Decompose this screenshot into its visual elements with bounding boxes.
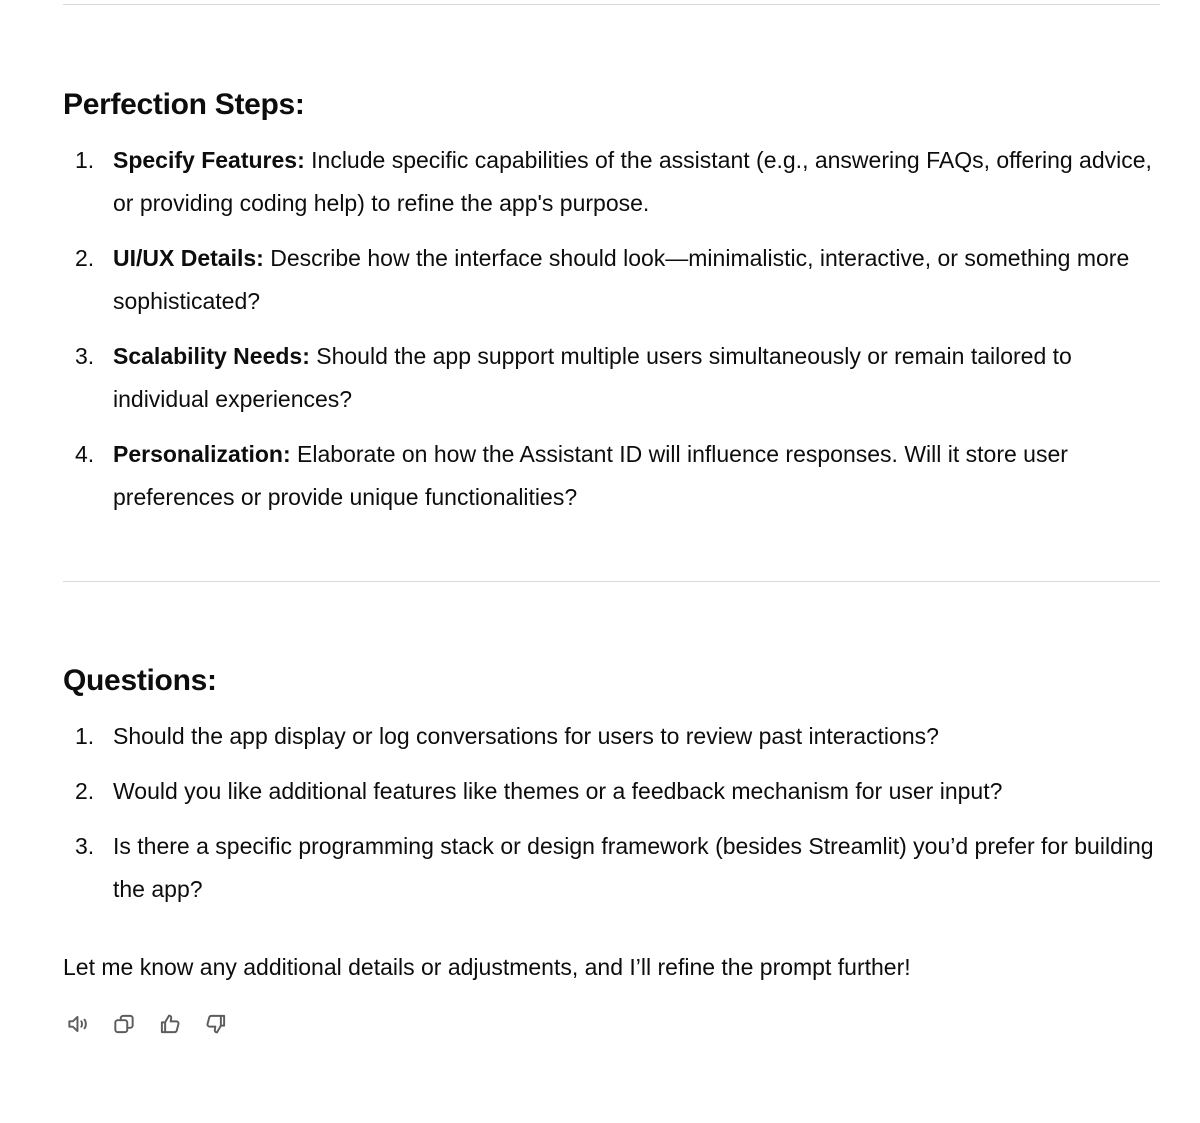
- questions-list: [63, 715, 1160, 911]
- item-heading: Scalability Needs:: [113, 343, 310, 369]
- divider-top: [63, 4, 1160, 5]
- assistant-message: [63, 0, 1160, 1037]
- item-text: Describe how the interface should look—minimalistic, interactive, or something more sophisticated?: [113, 245, 1130, 314]
- list-item: [63, 433, 1160, 519]
- good-response-button[interactable]: [157, 1011, 183, 1037]
- list-item: [63, 715, 1160, 758]
- speaker-icon: [65, 1011, 91, 1037]
- item-heading: Personalization:: [113, 441, 291, 467]
- list-number: 2.: [75, 778, 95, 804]
- item-heading: Specify Features:: [113, 147, 305, 173]
- item-text: Include specific capabilities of the assistant (e.g., answering FAQs, offering advice, or providing coding help) to refine the app's purpose.: [113, 147, 1152, 216]
- list-number: 3.: [75, 833, 95, 859]
- message-actions: [65, 1011, 1160, 1037]
- list-number: 3.: [75, 343, 95, 369]
- bad-response-button[interactable]: [203, 1011, 229, 1037]
- copy-button[interactable]: [111, 1011, 137, 1037]
- list-number: 2.: [75, 245, 95, 271]
- item-text: Elaborate on how the Assistant ID will influence responses. Will it store user preferences or provide unique functionalities?: [113, 441, 1068, 510]
- item-heading: UI/UX Details:: [113, 245, 264, 271]
- item-text: Would you like additional features like themes or a feedback mechanism for user input?: [113, 778, 1003, 804]
- perfection-steps-list: [63, 139, 1160, 519]
- divider-middle: [63, 581, 1160, 582]
- perfection-steps-heading: Perfection Steps:: [63, 88, 305, 121]
- list-item: [63, 237, 1160, 323]
- list-item: [63, 139, 1160, 225]
- list-number: 1.: [75, 147, 95, 173]
- list-item: [63, 335, 1160, 421]
- list-item: [63, 825, 1160, 911]
- questions-heading: Questions:: [63, 664, 217, 697]
- item-text: Should the app support multiple users simultaneously or remain tailored to individual experiences?: [113, 343, 1072, 412]
- read-aloud-button[interactable]: [65, 1011, 91, 1037]
- item-text: Is there a specific programming stack or design framework (besides Streamlit) you’d prefer for building the app?: [113, 833, 1154, 902]
- list-number: 1.: [75, 723, 95, 749]
- closing-text: Let me know any additional details or adjustments, and I’ll refine the prompt further!: [63, 954, 911, 980]
- thumbs-down-icon: [203, 1011, 229, 1037]
- list-item: [63, 770, 1160, 813]
- list-number: 4.: [75, 441, 95, 467]
- item-text: Should the app display or log conversations for users to review past interactions?: [113, 723, 939, 749]
- copy-icon: [111, 1011, 137, 1037]
- thumbs-up-icon: [157, 1011, 183, 1037]
